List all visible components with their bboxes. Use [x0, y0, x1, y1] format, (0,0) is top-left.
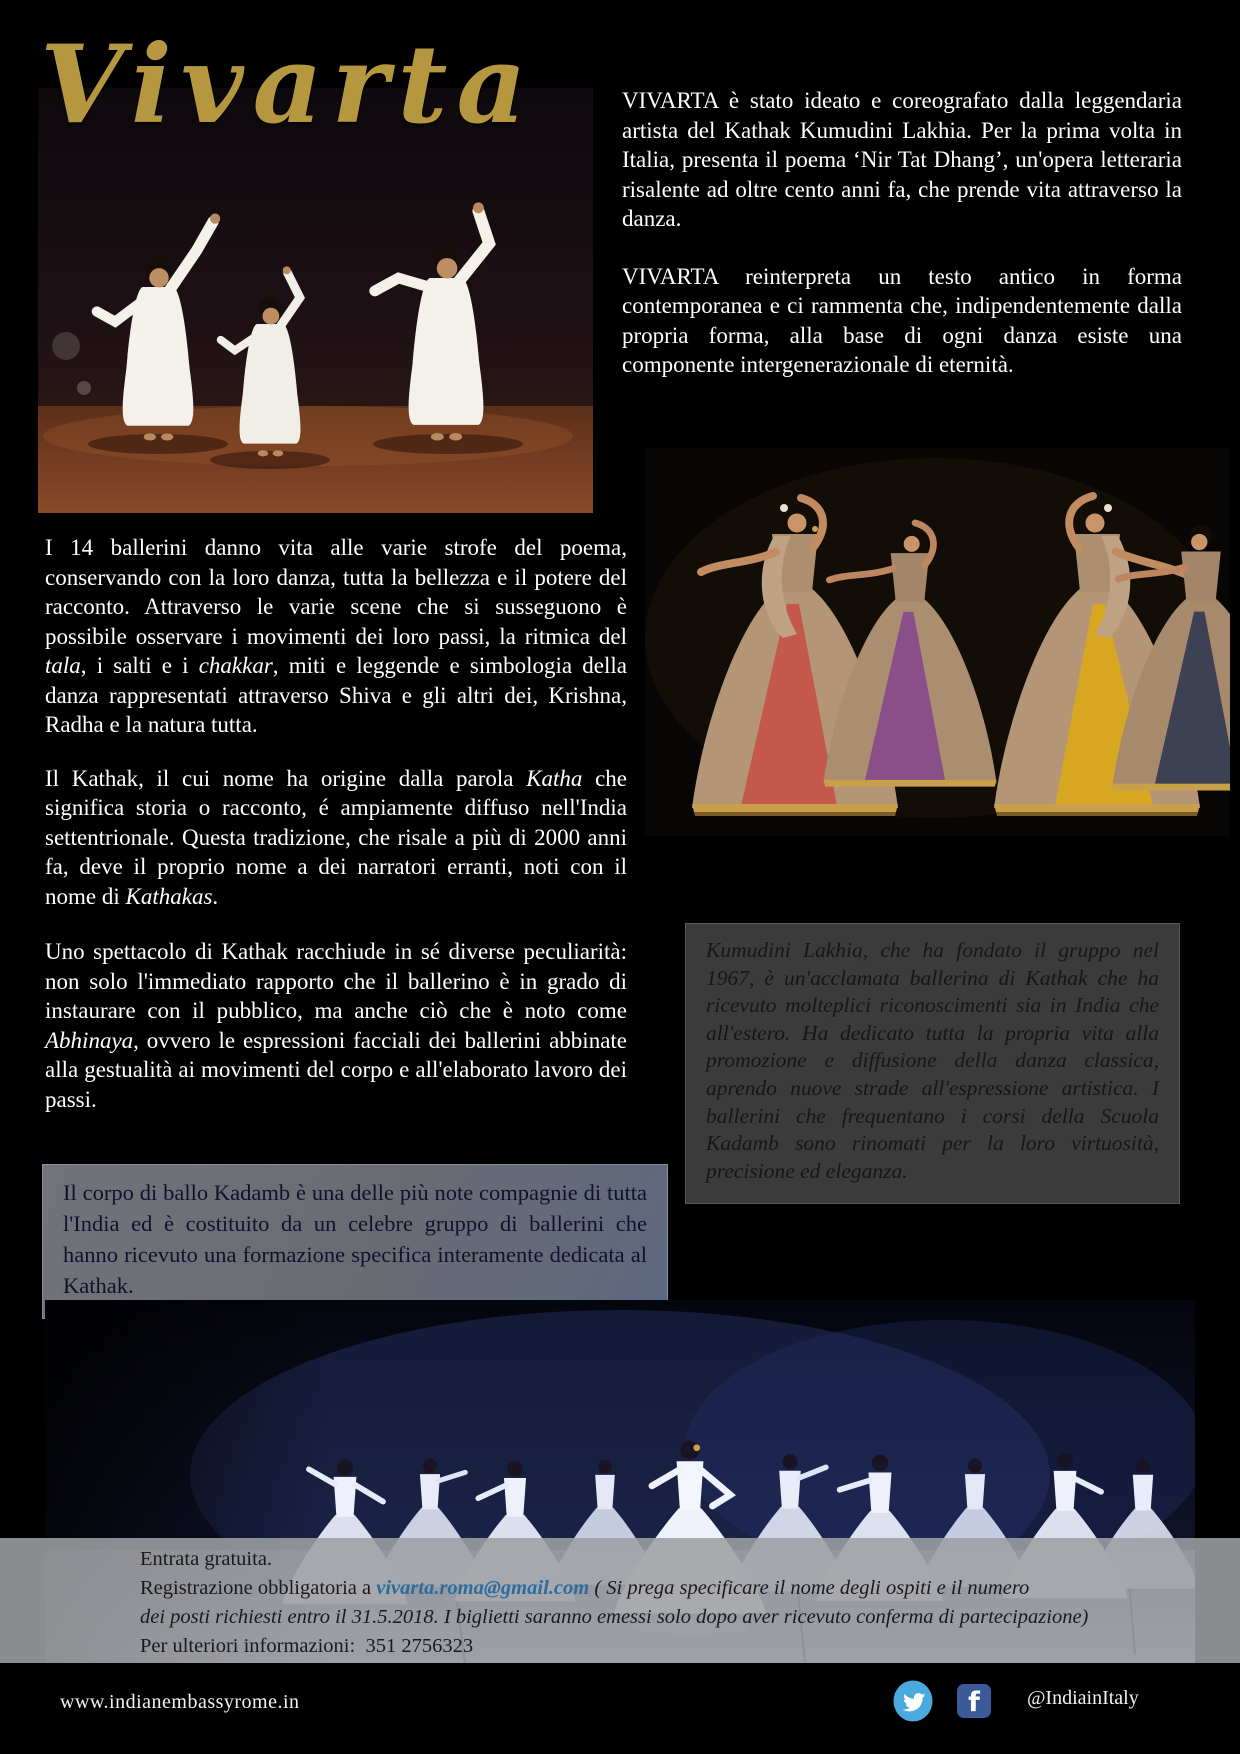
footer-line-3: dei posti richiesti entro il 31.5.2018. I biglietti saranno emessi solo dopo aver ricevuto conferma di partecipazione) [140, 1606, 1089, 1628]
photo-male-dancers [38, 88, 593, 513]
phone-number: 351 2756323 [365, 1635, 474, 1657]
text-segment: , i salti e i [80, 653, 199, 678]
kumudini-info-box [685, 923, 1180, 1204]
info-label: Per ulteriori informazioni: [140, 1635, 356, 1657]
twitter-icon [893, 1680, 933, 1722]
vivarta-logo: Vivarta [40, 22, 536, 148]
intro-text-column [622, 86, 1182, 408]
text-segment: chakkar [198, 653, 273, 678]
kadamb-info-text: Il corpo di ballo Kadamb è una delle più note compagnie di tutta l'India ed è costituito da un celebre gruppo di ballerini che hanno ricevuto una formazione specifica interamente dedicata al Kathak. [63, 1180, 647, 1298]
registration-note-start: ( Si prega specificare il nome degli ospiti e il numero [589, 1577, 1030, 1599]
registration-text: Registrazione obbligatoria a [140, 1577, 377, 1599]
text-segment: . [212, 883, 219, 909]
footer-line-2 [140, 1574, 1200, 1603]
body-paragraph-2 [45, 764, 627, 912]
photo-female-dancers-art [645, 448, 1230, 836]
kadamb-info-box [42, 1164, 668, 1319]
text-segment: I 14 ballerini danno vita alle varie strofe del poema, conservando con la loro danza, tutta la bellezza e il potere del racconto. Attraverso le varie scene che si susseguono è possibile osservare i movimenti dei loro passi, la ritmica del [45, 535, 627, 649]
email-link[interactable]: vivarta.roma@gmail.com [376, 1577, 590, 1599]
facebook-button[interactable] [957, 1684, 991, 1718]
text-segment: tala [45, 653, 81, 678]
twitter-button[interactable] [893, 1680, 933, 1722]
text-segment: Abhinaya [45, 1027, 134, 1053]
facebook-icon: f [968, 1687, 980, 1718]
body-paragraph-1 [45, 533, 627, 740]
website-url: www.indianembassyrome.in [60, 1691, 300, 1713]
intro-paragraph-2: VIVARTA reinterpreta un testo antico in forma contemporanea e ci rammenta che, indipendentemente dalla propria forma, alla base di ogni danza esiste una componente intergenerazionale di eternità. [622, 263, 1182, 377]
photo-male-dancers-art [38, 88, 593, 513]
registration-footer [0, 1538, 1240, 1663]
text-segment: Il Kathak, il cui nome ha origine dalla parola [45, 765, 527, 791]
text-segment: che significa storia o racconto, é ampiamente diffuso nell'India settentrionale. Questa tradizione, che risale a più di 2000 anni fa, deve il proprio nome a dei narratori erranti, noti con il nome di [45, 765, 628, 909]
bottom-bar [0, 1663, 1240, 1754]
footer-line-1: Entrata gratuita. [140, 1548, 273, 1570]
social-handle: @IndiainItaly [1027, 1687, 1139, 1709]
body-paragraph-3 [45, 937, 627, 1114]
text-segment: Uno spettacolo di Kathak racchiude in sé diverse peculiarità: non solo l'immediato rapporto che il ballerino è in grado di instaurare con il pubblico, ma anche ciò che è noto come [45, 939, 627, 1023]
photo-female-dancers [645, 448, 1230, 836]
intro-paragraph-1: VIVARTA è stato ideato e coreografato dalla leggendaria artista del Kathak Kumudini Lakhia. Per la prima volta in Italia, presenta il poema ‘Nir Tat Dhang’, un'opera letteraria risalente ad oltre cento anni fa, che prende vita attraverso la danza. [622, 88, 1182, 231]
footer-line-4 [140, 1632, 1200, 1661]
text-segment: , miti e leggende e simbologia della danza rappresentati attraverso Shiva e gli altri dei, Krishna, Radha e la natura tutta. [45, 653, 627, 737]
text-segment: Katha [526, 765, 583, 791]
text-segment: , ovvero le espressioni facciali dei ballerini abbinate alla gestualità ai movimenti del corpo e all'elaborato lavoro dei passi. [45, 1027, 627, 1112]
text-segment: Kathakas [125, 883, 213, 909]
kumudini-info-text: Kumudini Lakhia, che ha fondato il gruppo nel 1967, è un'acclamata ballerina di Kathak che ha ricevuto molteplici riconoscimenti sia in India che all'estero. Ha dedicato tutta la propria vita alla promozione e diffusione della danza classica, aprendo nuove strade all'espressione artistica. I ballerini che frequentano i corsi della Scuola Kadamb sono rinomati per la loro virtuosità, precisione ed eleganza. [706, 938, 1159, 1183]
body-text-column [45, 533, 627, 1114]
